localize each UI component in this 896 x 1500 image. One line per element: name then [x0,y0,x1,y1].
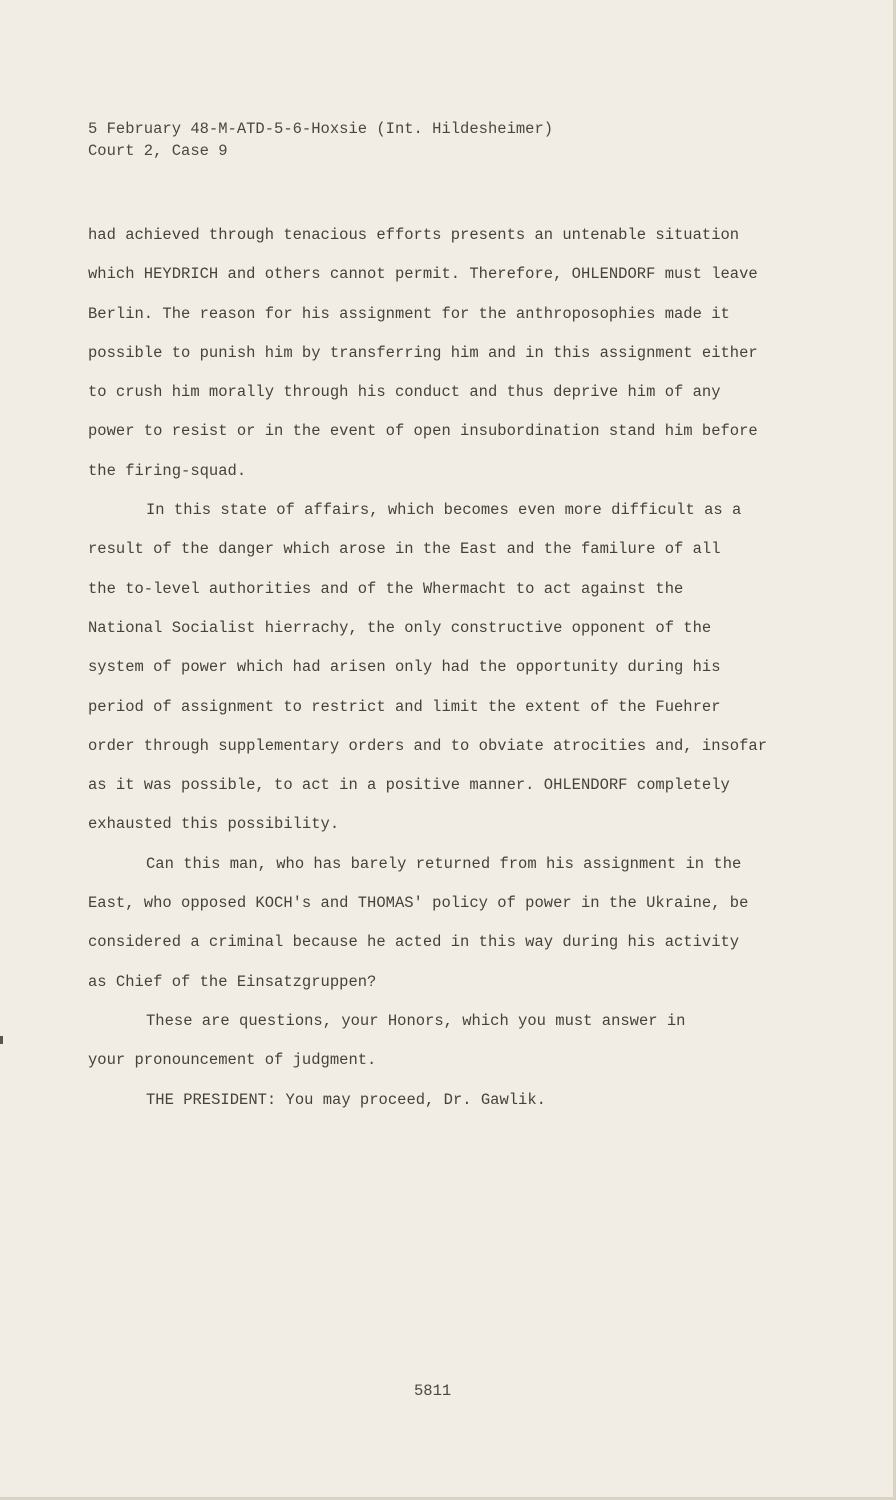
text-line: system of power which had arisen only had the opportunity during his [88,658,721,677]
text-line: In this state of affairs, which becomes even more difficult as a [146,501,742,520]
text-line: THE PRESIDENT: You may proceed, Dr. Gawlik. [146,1090,546,1109]
text-line: Can this man, who has barely returned from his assignment in the [146,854,742,873]
paragraph-2 [88,491,808,845]
text-line: the firing-squad. [88,461,247,480]
text-line: as Chief of the Einsatzgruppen? [88,972,377,991]
text-line: to crush him morally through his conduct and thus deprive him of any [88,383,721,402]
text-line: Berlin. The reason for his assignment for the anthroposophies made it [88,304,730,323]
text-line: order through supplementary orders and to obviate atrocities and, insofar [88,736,768,755]
header-date-line: 5 February 48-M-ATD-5-6-Hoxsie (Int. Hildesheimer) [88,120,554,138]
margin-mark [0,1036,3,1044]
paragraph-3 [88,845,808,1002]
paragraph-5 [88,1081,808,1120]
text-line: considered a criminal because he acted in this way during his activity [88,933,740,952]
text-line: East, who opposed KOCH's and THOMAS' policy of power in the Ukraine, be [88,894,749,913]
text-line: as it was possible, to act in a positive manner. OHLENDORF completely [88,776,730,795]
text-line: had achieved through tenacious efforts presents an untenable situation [88,226,740,244]
page-number: 5811 [414,1382,452,1400]
text-line: result of the danger which arose in the East and the familure of all [88,540,721,559]
document-header [88,118,553,162]
header-court-line: Court 2, Case 9 [88,142,228,160]
text-line: possible to punish him by transferring him and in this assignment either [88,343,758,362]
transcript-body [88,216,808,1120]
text-line: exhausted this possibility. [88,815,340,834]
text-line: power to resist or in the event of open insubordination stand him before [88,422,758,441]
text-line: the to-level authorities and of the Whermacht to act against the [88,579,684,598]
text-line: your pronouncement of judgment. [88,1051,377,1070]
text-line: which HEYDRICH and others cannot permit. Therefore, OHLENDORF must leave [88,265,758,284]
text-line: National Socialist hierrachy, the only constructive opponent of the [88,618,712,637]
paragraph-1 [88,216,808,491]
text-line: period of assignment to restrict and limit the extent of the Fuehrer [88,697,721,716]
paragraph-4 [88,1002,808,1081]
text-line: These are questions, your Honors, which you must answer in [146,1011,686,1030]
